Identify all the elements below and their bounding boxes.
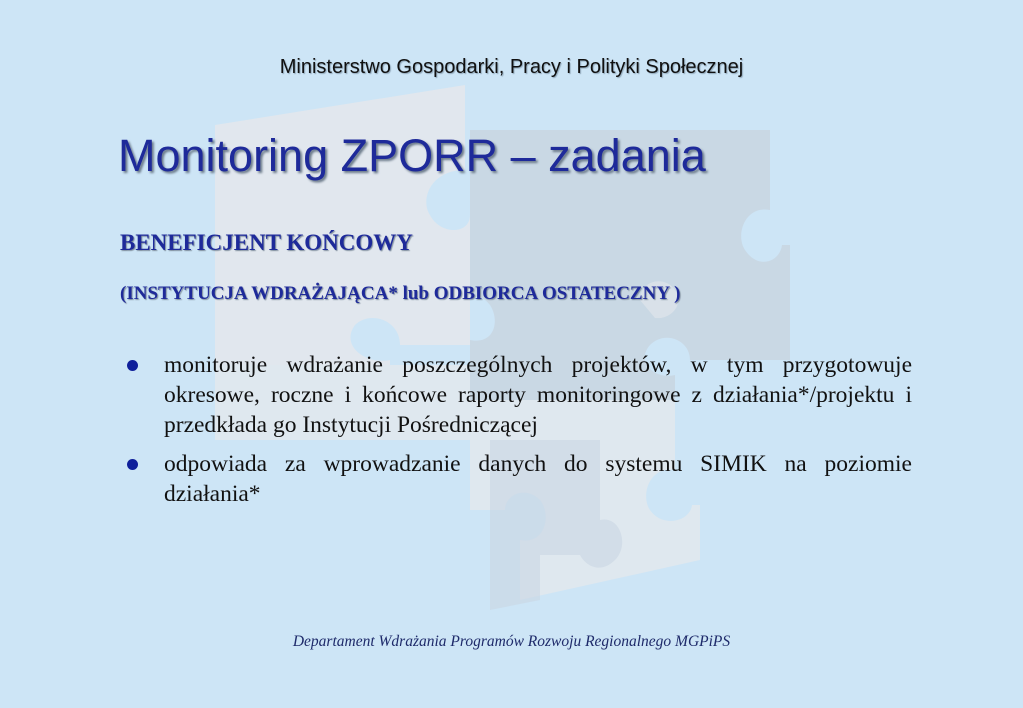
footer-department: Departament Wdrażania Programów Rozwoju Regionalnego MGPiPS	[292, 633, 731, 650]
subtitle-beneficiary: BENEFICJENT KOŃCOWY	[120, 230, 413, 255]
bullet-text: monitoruje wdrażanie poszczególnych projektów, w tym przygotowuje okresowe, roczne i końcowe raporty monitoringowe z działania*/projektu i przedkłada go Instytucji Pośredniczącej	[164, 352, 912, 438]
bullet-dot-icon	[127, 459, 138, 470]
puzzle-piece-left	[215, 85, 470, 365]
subtitle-institution: (INSTYTUCJA WDRAŻAJĄCA* lub ODBIORCA OSTATECZNY )	[120, 283, 681, 304]
ministry-header: Ministerstwo Gospodarki, Pracy i Polityki Społecznej	[279, 56, 744, 78]
bullet-text: odpowiada za wprowadzanie danych do systemu SIMIK na poziomie działania*	[164, 451, 912, 507]
bullet-dot-icon	[127, 360, 138, 371]
bullet-list	[124, 350, 912, 518]
bullet-item	[124, 350, 912, 440]
slide-title: Monitoring ZPORR – zadania	[118, 130, 706, 181]
bullet-item	[124, 449, 912, 509]
